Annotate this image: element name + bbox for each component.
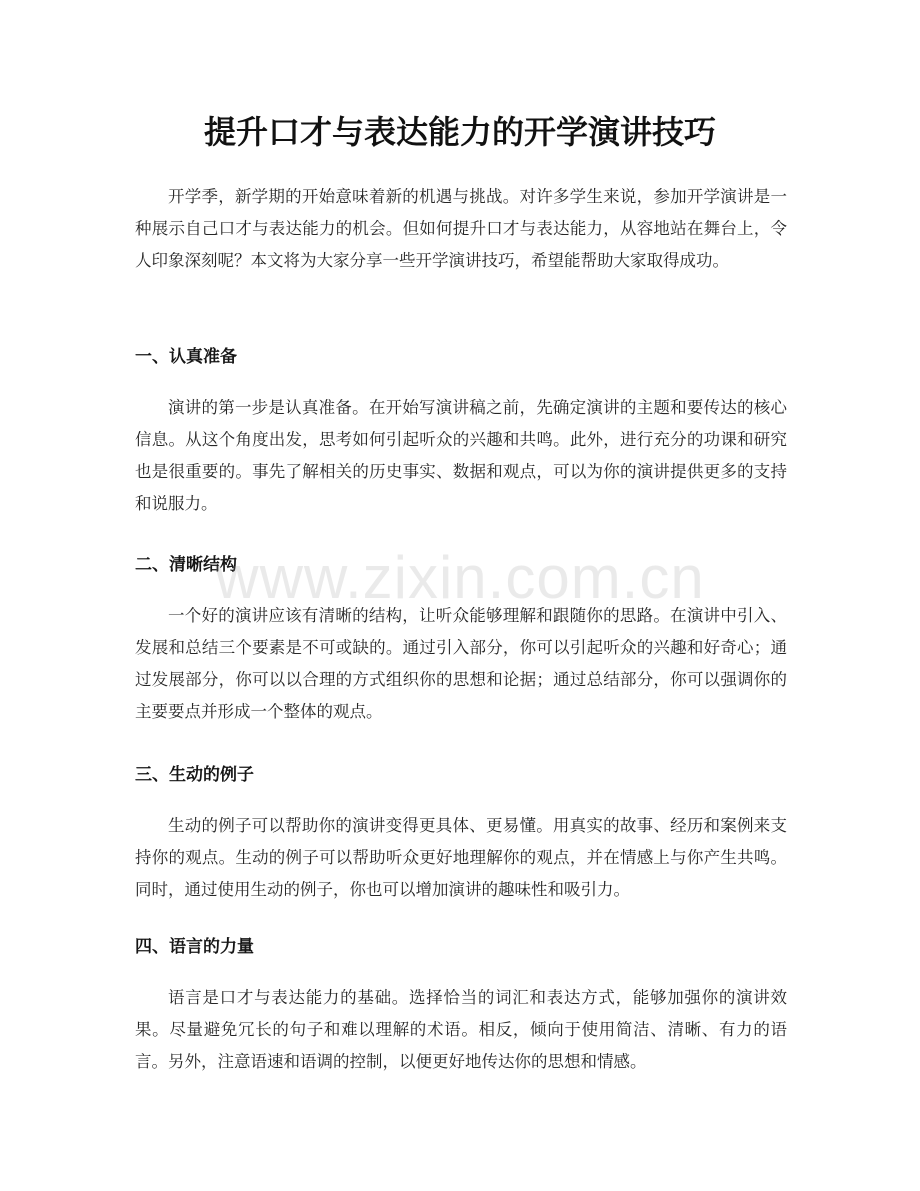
section-heading-4: 四、语言的力量 — [135, 937, 254, 957]
section-heading-1: 一、认真准备 — [135, 347, 237, 367]
section-body-2: 一个好的演讲应该有清晰的结构，让听众能够理解和跟随你的思路。在演讲中引入、发展和总结三个要素是不可或缺的。通过引入部分，你可以引起听众的兴趣和好奇心；通过发展部分，你可以以合理的方式组织你的思想和论据；通过总结部分，你可以强调你的主要要点并形成一个整体的观点。 — [135, 606, 787, 721]
intro-paragraph: 开学季，新学期的开始意味着新的机遇与挑战。对许多学生来说，参加开学演讲是一种展示自己口才与表达能力的机会。但如何提升口才与表达能力，从容地站在舞台上，令人印象深刻呢？本文将为大家分享一些开学演讲技巧，希望能帮助大家取得成功。 — [135, 187, 787, 270]
document-title: 提升口才与表达能力的开学演讲技巧 — [203, 113, 716, 151]
section-body-4: 语言是口才与表达能力的基础。选择恰当的词汇和表达方式，能够加强你的演讲效果。尽量避免冗长的句子和难以理解的术语。相反，倾向于使用简洁、清晰、有力的语言。另外，注意语速和语调的控制，以便更好地传达你的思想和情感。 — [135, 988, 787, 1071]
section-heading-3: 三、生动的例子 — [135, 765, 254, 785]
watermark: www.zixin.com.cn — [215, 544, 705, 611]
section-body-1: 演讲的第一步是认真准备。在开始写演讲稿之前，先确定演讲的主题和要传达的核心信息。从这个角度出发，思考如何引起听众的兴趣和共鸣。此外，进行充分的功课和研究也是很重要的。事先了解相关的历史事实、数据和观点，可以为你的演讲提供更多的支持和说服力。 — [135, 398, 787, 513]
section-body-3: 生动的例子可以帮助你的演讲变得更具体、更易懂。用真实的故事、经历和案例来支持你的观点。生动的例子可以帮助听众更好地理解你的观点，并在情感上与你产生共鸣。同时，通过使用生动的例子，你也可以增加演讲的趣味性和吸引力。 — [135, 816, 787, 899]
section-heading-2: 二、清晰结构 — [135, 555, 237, 575]
